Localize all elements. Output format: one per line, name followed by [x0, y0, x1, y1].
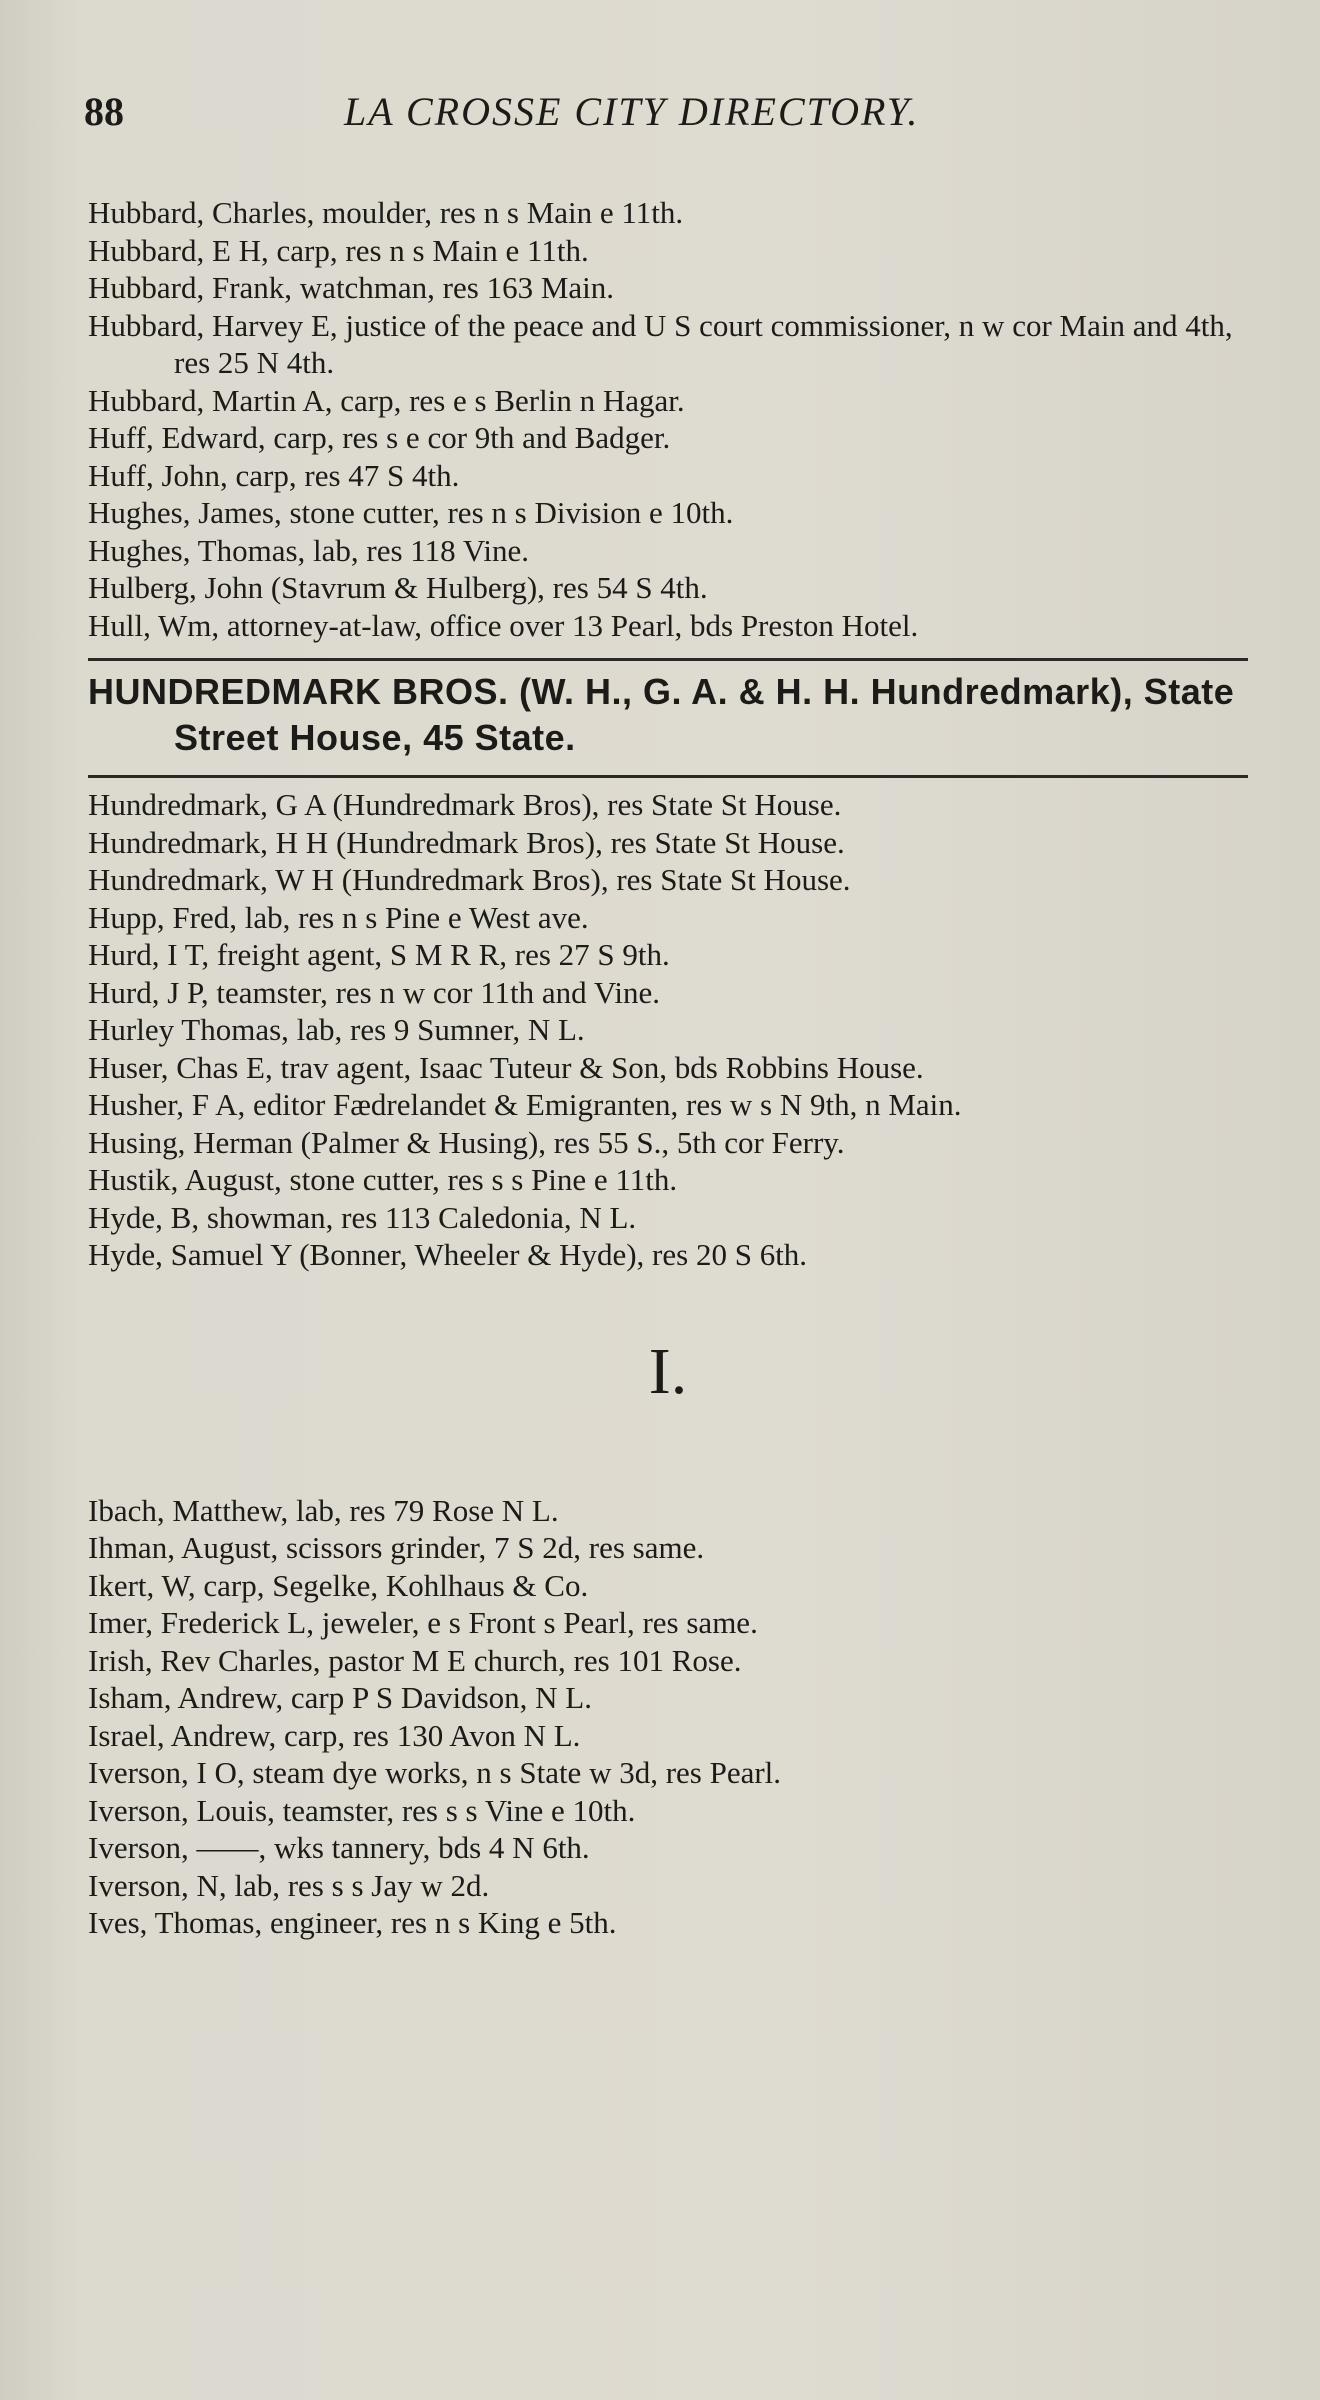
- directory-entry: Imer, Frederick L, jeweler, e s Front s Pearl, res same.: [88, 1605, 758, 1640]
- directory-entry: Hundredmark, H H (Hundredmark Bros), res State St House.: [88, 824, 845, 860]
- directory-entry: Hubbard, E H, carp, res n s Main e 11th.: [88, 232, 589, 268]
- divider-top: [88, 658, 1248, 661]
- directory-entry: Hyde, Samuel Y (Bonner, Wheeler & Hyde), res 20 S 6th.: [88, 1237, 808, 1272]
- directory-entry: Ives, Thomas, engineer, res n s King e 5th.: [88, 1905, 617, 1940]
- directory-entry: Hyde, B, showman, res 113 Caledonia, N L.: [88, 1199, 637, 1235]
- directory-entry: Huff, Edward, carp, res s e cor 9th and Badger.: [88, 420, 671, 455]
- advertisement-block: HUNDREDMARK BROS. (W. H., G. A. & H. H. Hundredmark), State Street House, 45 State.: [88, 671, 1235, 758]
- section-heading-letter: I.: [648, 1334, 688, 1408]
- page-number: 88: [84, 89, 124, 134]
- directory-entry: Hull, Wm, attorney-at-law, office over 13 Pearl, bds Preston Hotel.: [88, 607, 919, 643]
- entries-i-group: [88, 1492, 1248, 1942]
- directory-entry: Hubbard, Martin A, carp, res e s Berlin n Hagar.: [88, 382, 685, 418]
- directory-entry: Ikert, W, carp, Segelke, Kohlhaus & Co.: [88, 1567, 589, 1603]
- directory-entry: Hubbard, Frank, watchman, res 163 Main.: [88, 270, 615, 305]
- directory-entry: Ihman, August, scissors grinder, 7 S 2d, res same.: [88, 1530, 705, 1565]
- directory-entry: Iverson, N, lab, res s s Jay w 2d.: [88, 1867, 490, 1903]
- directory-entry: Iverson, Louis, teamster, res s s Vine e 10th.: [88, 1792, 636, 1828]
- directory-entry: Hughes, James, stone cutter, res n s Division e 10th.: [88, 495, 734, 530]
- directory-entry: Israel, Andrew, carp, res 130 Avon N L.: [88, 1717, 581, 1753]
- directory-entry: Husing, Herman (Palmer & Husing), res 55 S., 5th cor Ferry.: [88, 1124, 845, 1160]
- directory-entry: Hundredmark, W H (Hundredmark Bros), res State St House.: [88, 862, 851, 897]
- directory-entry: Hulberg, John (Stavrum & Hulberg), res 54 S 4th.: [88, 570, 708, 605]
- directory-entry: Hustik, August, stone cutter, res s s Pine e 11th.: [88, 1162, 678, 1197]
- directory-entry: Iverson, ——, wks tannery, bds 4 N 6th.: [88, 1830, 590, 1865]
- directory-entry: Hundredmark, G A (Hundredmark Bros), res State St House.: [88, 787, 842, 822]
- directory-entry: Huff, John, carp, res 47 S 4th.: [88, 457, 460, 493]
- entries-h2-group: [88, 786, 1248, 1274]
- running-head: LA CROSSE CITY DIRECTORY.: [344, 89, 920, 134]
- directory-entry: Iverson, I O, steam dye works, n s State w 3d, res Pearl.: [88, 1755, 782, 1790]
- directory-entry: Hubbard, Harvey E, justice of the peace and U S court commissioner, n w cor Main and 4th, res 25 N 4th.: [88, 307, 1233, 380]
- directory-entry: Hupp, Fred, lab, res n s Pine e West ave.: [88, 899, 589, 935]
- directory-entry: Huser, Chas E, trav agent, Isaac Tuteur & Son, bds Robbins House.: [88, 1049, 924, 1085]
- directory-entry: Hurley Thomas, lab, res 9 Sumner, N L.: [88, 1012, 585, 1047]
- directory-entry: Husher, F A, editor Fædrelandet & Emigranten, res w s N 9th, n Main.: [88, 1087, 962, 1122]
- directory-entry: Hughes, Thomas, lab, res 118 Vine.: [88, 532, 529, 568]
- directory-entries: [88, 194, 1248, 1942]
- directory-entry: Ibach, Matthew, lab, res 79 Rose N L.: [88, 1492, 559, 1528]
- divider-bottom: [88, 775, 1248, 778]
- entries-h-group: [88, 194, 1248, 644]
- directory-entry: Hubbard, Charles, moulder, res n s Main e 11th.: [88, 195, 684, 230]
- page-header: [84, 88, 1244, 148]
- directory-entry: Isham, Andrew, carp P S Davidson, N L.: [88, 1680, 592, 1715]
- directory-entry: Hurd, I T, freight agent, S M R R, res 27 S 9th.: [88, 937, 670, 972]
- directory-entry: Irish, Rev Charles, pastor M E church, res 101 Rose.: [88, 1642, 742, 1678]
- directory-entry: Hurd, J P, teamster, res n w cor 11th and Vine.: [88, 974, 661, 1010]
